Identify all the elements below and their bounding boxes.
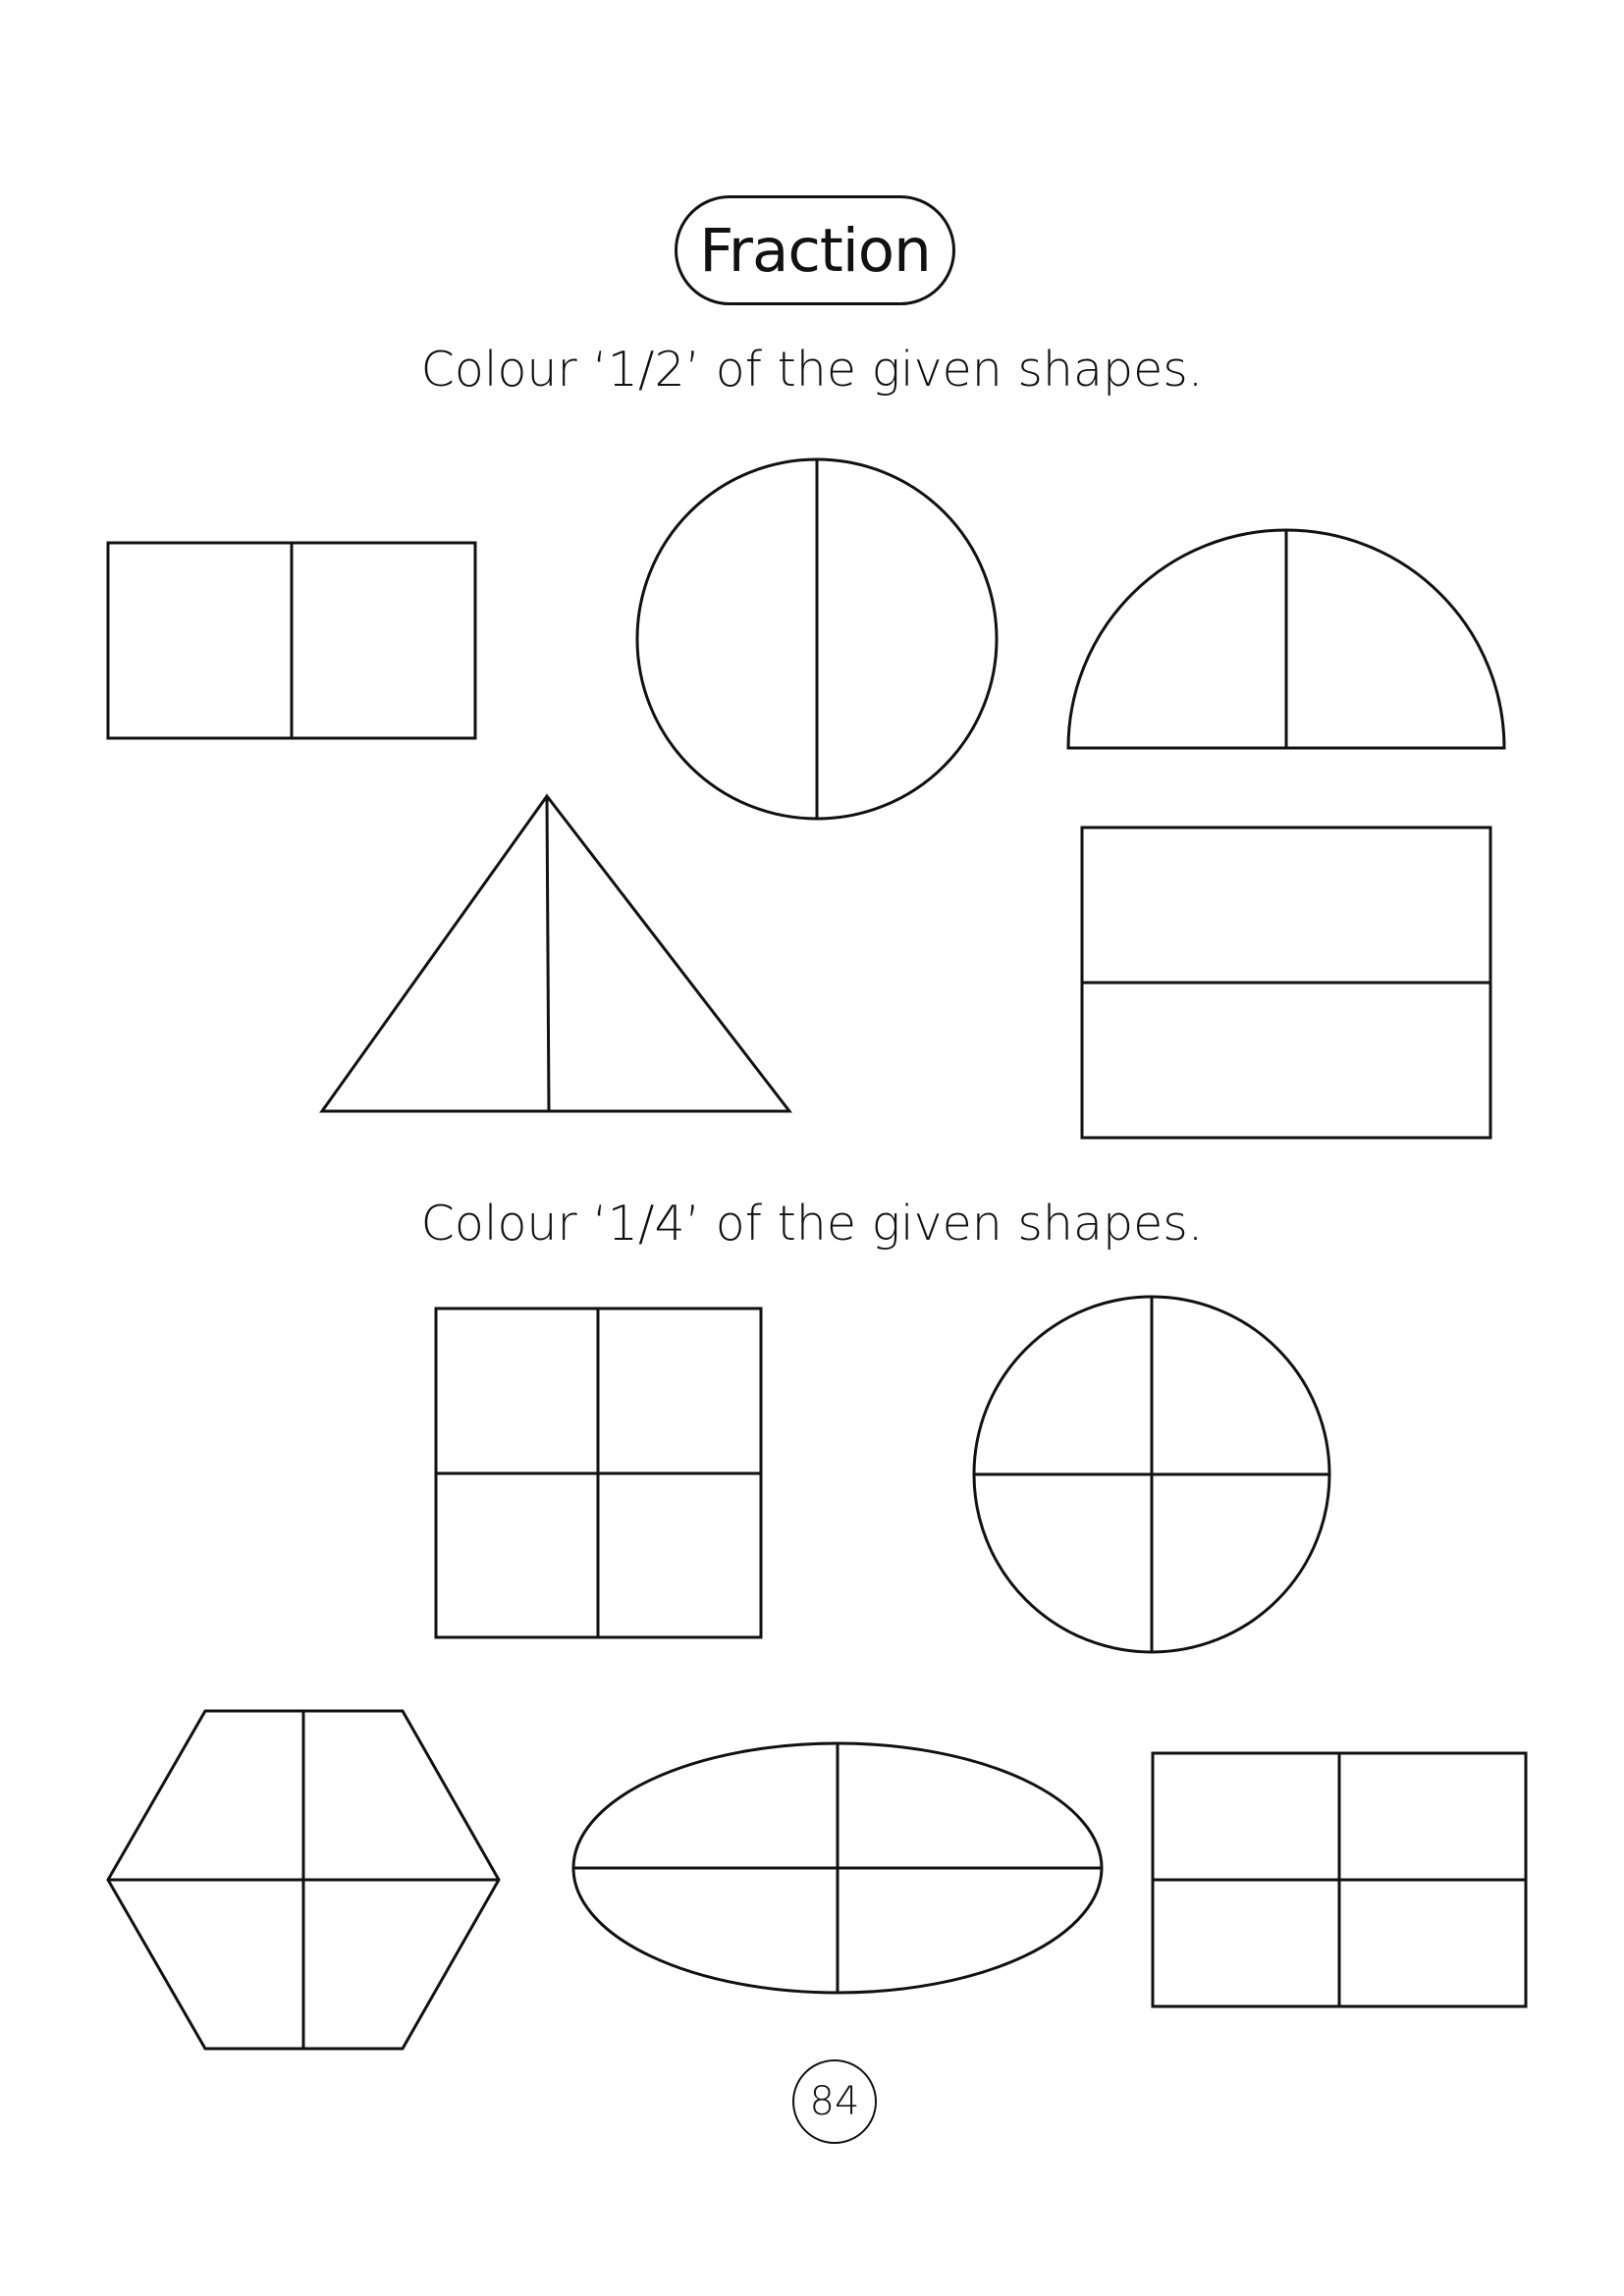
half-triangle-vertical — [322, 796, 789, 1111]
worksheet-title: Fraction — [699, 215, 931, 286]
half-rectangle-horizontal — [1082, 828, 1490, 1138]
quarter-square — [436, 1308, 761, 1637]
page-number: 84 — [809, 2079, 860, 2124]
half-semicircle-vertical — [1068, 530, 1504, 748]
instruction-quarter: Colour ‘1/4’ of the given shapes. — [420, 1196, 1204, 1252]
instruction-half: Colour ‘1/2’ of the given shapes. — [420, 342, 1204, 398]
quarter-oval — [573, 1743, 1102, 1993]
page-number-badge — [792, 2059, 877, 2144]
quarter-rectangle — [1153, 1753, 1526, 2006]
half-rectangle-vertical — [108, 543, 475, 738]
quarter-circle — [974, 1297, 1329, 1652]
half-circle-vertical — [637, 459, 997, 819]
quarter-hexagon — [108, 1711, 499, 2049]
